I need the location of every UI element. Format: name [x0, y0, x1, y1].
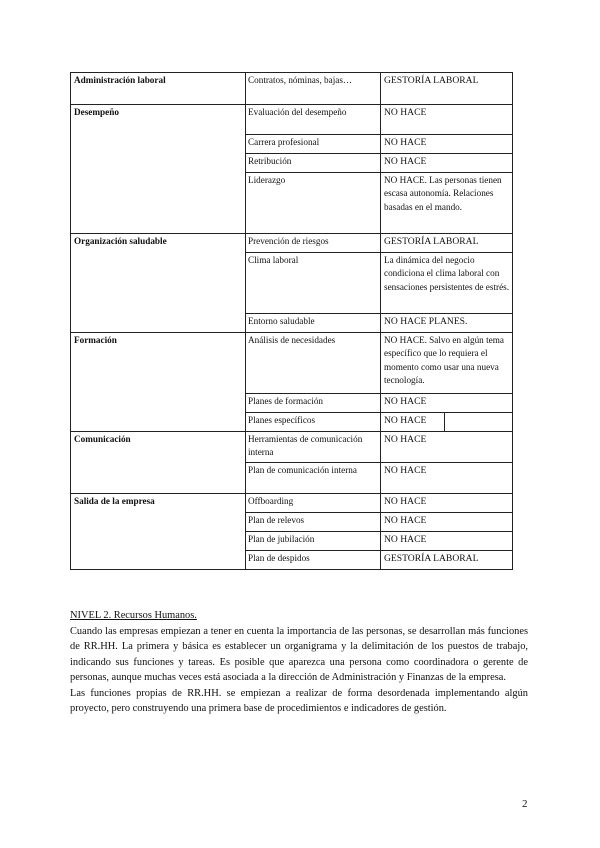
function-cell: Clima laboral [246, 253, 381, 314]
function-cell: Prevención de riesgos [246, 234, 381, 253]
area-cell: Salida de la empresa [71, 494, 246, 570]
status-cell: NO HACE [381, 394, 513, 413]
function-cell: Plan de relevos [246, 513, 381, 532]
status-cell: NO HACE. Salvo en algún tema específico que lo requiera el momento como usar una nueva tecnología. [381, 333, 513, 394]
function-cell: Carrera profesional [246, 135, 381, 154]
section-heading: NIVEL 2. Recursos Humanos. [70, 610, 197, 621]
paragraph: Las funciones propias de RR.HH. se empiezan a realizar de forma desordenada implementando algún proyecto, pero construyendo una primera base de procedimientos e indicadores de gestión. [70, 687, 528, 714]
status-cell: NO HACE [381, 105, 513, 135]
empty-subcell [445, 413, 451, 431]
status-cell: La dinámica del negocio condiciona el clima laboral con sensaciones persistentes de estrés. [381, 253, 513, 314]
function-cell: Plan de despidos [246, 551, 381, 570]
status-cell: NO HACE [381, 463, 513, 494]
function-cell: Análisis de necesidades [246, 333, 381, 394]
status-cell: NO HACE PLANES. [381, 314, 513, 333]
page-number: 2 [522, 798, 528, 810]
area-cell: Desempeño [71, 105, 246, 234]
function-cell: Plan de jubilación [246, 532, 381, 551]
status-cell [381, 413, 513, 432]
area-cell: Administración laboral [71, 73, 246, 105]
status-text: NO HACE [381, 413, 445, 431]
area-cell: Formación [71, 333, 246, 432]
table-row [71, 234, 513, 253]
paragraph: Cuando las empresas empiezan a tener en cuenta la importancia de las personas, se desarrollan más funciones de RR.HH. La primera y básica es establecer un organigrama y la delimitación de los puestos de trabajo, indicando sus funciones y tareas. Es posible que aparezca una persona como coordinadora o gerente de personas, aunque muchas veces está asociada a la dirección de Administración y Finanzas de la empresa. [70, 625, 528, 683]
status-cell: NO HACE [381, 432, 513, 463]
function-cell: Evaluación del desempeño [246, 105, 381, 135]
status-cell: NO HACE [381, 494, 513, 513]
status-cell: NO HACE. Las personas tienen escasa autonomía. Relaciones basadas en el mando. [381, 173, 513, 234]
function-cell: Offboarding [246, 494, 381, 513]
table-row [71, 333, 513, 394]
table-row [71, 494, 513, 513]
function-cell: Plan de comunicación interna [246, 463, 381, 494]
function-cell: Herramientas de comunicación interna [246, 432, 381, 463]
status-cell: NO HACE [381, 513, 513, 532]
table-row [71, 105, 513, 135]
function-cell: Retribución [246, 154, 381, 173]
hr-functions-table [70, 72, 513, 570]
status-cell: GESTORÍA LABORAL [381, 73, 513, 105]
status-cell: NO HACE [381, 532, 513, 551]
status-cell: NO HACE [381, 154, 513, 173]
function-cell: Planes específicos [246, 413, 381, 432]
function-cell: Entorno saludable [246, 314, 381, 333]
status-cell: GESTORÍA LABORAL [381, 551, 513, 570]
status-cell: GESTORÍA LABORAL [381, 234, 513, 253]
function-cell: Planes de formación [246, 394, 381, 413]
table-row [71, 73, 513, 105]
status-cell: NO HACE [381, 135, 513, 154]
section-nivel-2 [70, 608, 528, 717]
table-row [71, 432, 513, 463]
function-cell: Liderazgo [246, 173, 381, 234]
area-cell: Organización saludable [71, 234, 246, 333]
function-cell: Contratos, nóminas, bajas… [246, 73, 381, 105]
area-cell: Comunicación [71, 432, 246, 494]
